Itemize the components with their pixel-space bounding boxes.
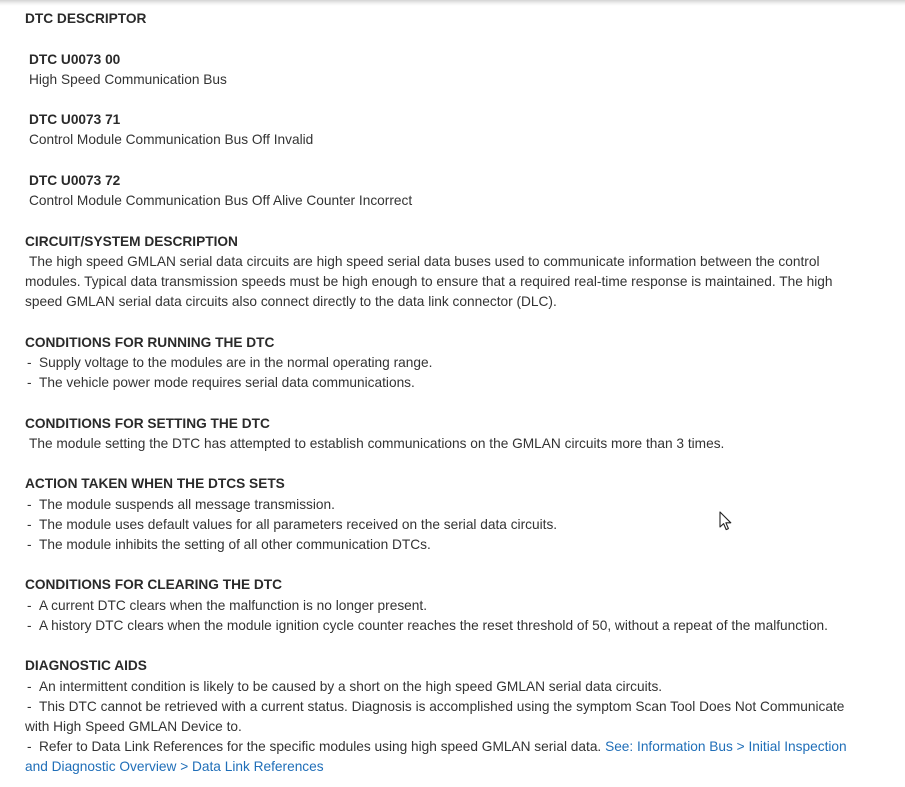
bullet-dash: -	[27, 496, 32, 512]
list-item	[25, 373, 880, 393]
bullet-dash: -	[27, 597, 32, 613]
bullet-dash: -	[27, 375, 32, 391]
dtc-document	[25, 9, 880, 778]
list-item-continuation: with High Speed GMLAN Device to.	[25, 718, 242, 734]
list-item-text: Supply voltage to the modules are in the normal operating range.	[39, 354, 433, 370]
list-item-text: The module inhibits the setting of all other communication DTCs.	[39, 536, 431, 552]
list-item-text: A current DTC clears when the malfunction is no longer present.	[39, 597, 428, 613]
dtc-code-description: High Speed Communication Bus	[29, 71, 227, 87]
dtc-code: DTC U0073 71	[29, 112, 121, 128]
list-item	[25, 515, 880, 535]
dtc-code: DTC U0073 00	[29, 51, 121, 67]
section-heading-diagnostic-aids: DIAGNOSTIC AIDS	[25, 658, 147, 674]
mouse-pointer-icon	[719, 511, 733, 531]
bullet-dash: -	[27, 678, 32, 694]
top-shadow	[0, 0, 905, 6]
bullet-dash: -	[27, 739, 32, 755]
bullet-dash: -	[27, 516, 32, 532]
list-item	[25, 353, 880, 373]
circuit-description-text: modules. Typical data transmission speeds must be high enough to ensure that a required real-time response is maintained. The high	[25, 274, 833, 290]
dtc-code-description: Control Module Communication Bus Off Invalid	[29, 132, 314, 148]
circuit-description-text: speed GMLAN serial data circuits also connect directly to the data link connector (DLC).	[25, 294, 557, 310]
bullet-dash: -	[27, 617, 32, 633]
list-item-text: The module uses default values for all parameters received on the serial data circuits.	[39, 516, 558, 532]
list-item	[25, 737, 880, 757]
circuit-description-text: The high speed GMLAN serial data circuits are high speed serial data buses used to communicate information between the control	[29, 253, 820, 269]
dtc-code: DTC U0073 72	[29, 172, 121, 188]
list-item	[25, 616, 880, 636]
bullet-dash: -	[27, 536, 32, 552]
dtc-code-description: Control Module Communication Bus Off Alive Counter Incorrect	[29, 193, 413, 209]
list-item-text: The vehicle power mode requires serial data communications.	[39, 375, 415, 391]
bullet-dash: -	[27, 354, 32, 370]
bullet-dash: -	[27, 698, 32, 714]
section-heading-action-taken: ACTION TAKEN WHEN THE DTCS SETS	[25, 476, 285, 492]
list-item-text: A history DTC clears when the module ignition cycle counter reaches the reset threshold of 50, without a repeat of the malfunction.	[39, 617, 828, 633]
see-data-link-references-link[interactable]: See: Information Bus > Initial Inspection	[605, 739, 847, 755]
list-item-text: Refer to Data Link References for the specific modules using high speed GMLAN serial data.	[39, 739, 602, 755]
section-heading-conditions-running: CONDITIONS FOR RUNNING THE DTC	[25, 334, 275, 350]
conditions-setting-text: The module setting the DTC has attempted to establish communications on the GMLAN circuits more than 3 times.	[29, 435, 725, 451]
section-heading-circuit-description: CIRCUIT/SYSTEM DESCRIPTION	[25, 233, 238, 249]
list-item	[25, 697, 880, 717]
see-data-link-references-link-continued[interactable]: and Diagnostic Overview > Data Link References	[25, 759, 324, 775]
list-item	[25, 596, 880, 616]
section-heading-conditions-clearing: CONDITIONS FOR CLEARING THE DTC	[25, 577, 283, 593]
list-item	[25, 535, 880, 555]
list-item-text: The module suspends all message transmission.	[39, 496, 335, 512]
list-item	[25, 677, 880, 697]
list-item	[25, 495, 880, 515]
section-heading-conditions-setting: CONDITIONS FOR SETTING THE DTC	[25, 415, 270, 431]
list-item-text: An intermittent condition is likely to be caused by a short on the high speed GMLAN serial data circuits.	[39, 678, 663, 694]
list-item-text: This DTC cannot be retrieved with a current status. Diagnosis is accomplished using the symptom Scan Tool Does Not Communicate	[39, 698, 845, 714]
section-heading-dtc-descriptor: DTC DESCRIPTOR	[25, 11, 147, 26]
